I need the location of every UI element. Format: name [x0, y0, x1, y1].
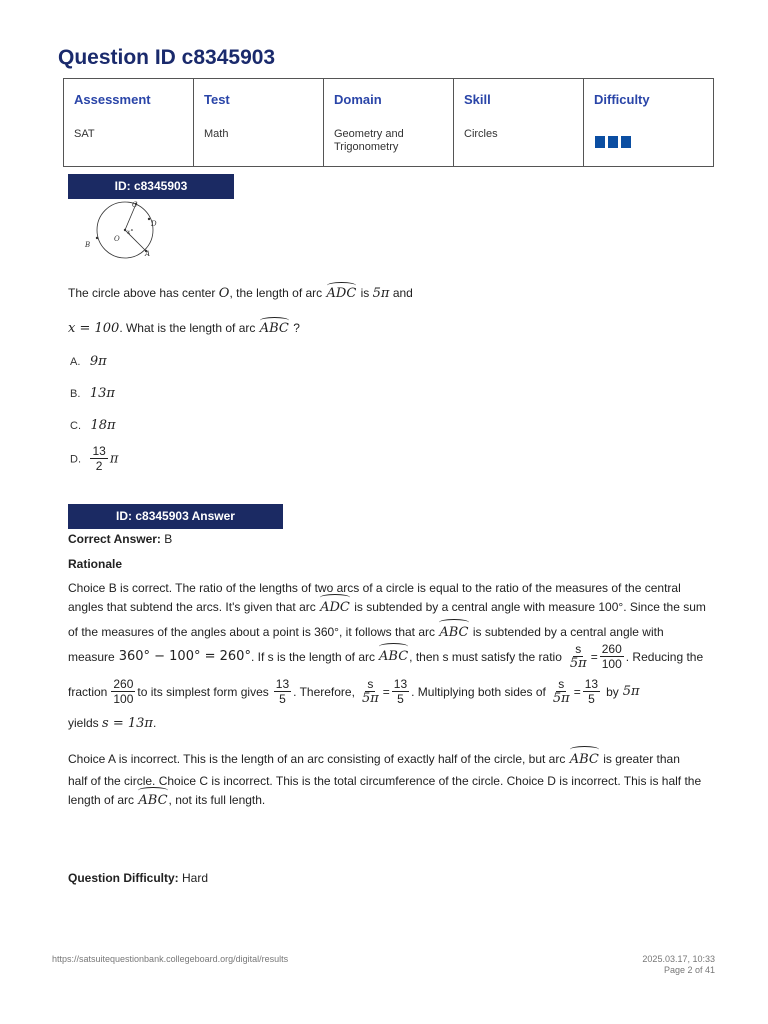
meta-value-test: Math: [204, 128, 229, 140]
equals-sign: =: [590, 649, 598, 664]
meta-header-test: Test: [204, 92, 230, 107]
meta-cell-test: [194, 79, 324, 166]
fraction-denominator: 5: [588, 692, 595, 706]
label-b: B: [85, 241, 91, 249]
footer-url: https://satsuitequestionbank.collegeboard.org/digital/results: [52, 954, 289, 964]
arc-abc: ABC: [259, 321, 289, 336]
answer-banner: ID: c8345903 Answer: [68, 504, 283, 529]
rationale-text: fraction: [68, 684, 108, 699]
center-point: [124, 229, 126, 231]
rationale-text: measure: [68, 649, 115, 664]
option-label: B.: [70, 388, 81, 400]
center-label: O: [218, 286, 230, 301]
arc-adc: ADC: [319, 598, 351, 618]
fraction-numerator: s: [575, 642, 582, 656]
difficulty-bar-1: [595, 136, 605, 148]
incorrect-line-1: [68, 749, 680, 770]
answer-option-b: [70, 384, 115, 402]
question-line-1: [68, 286, 413, 301]
correct-answer: [68, 532, 172, 546]
arc-abc: ABC: [137, 791, 168, 811]
rationale-text: .: [152, 716, 157, 730]
rationale-line-3: [68, 622, 664, 643]
footer-timestamp: 2025.03.17, 10:33: [642, 954, 715, 964]
fraction-13-5: [583, 677, 600, 706]
rationale-text: length of arc: [68, 793, 135, 807]
fraction-numerator: s: [558, 677, 565, 691]
rationale-text: to its simplest form gives: [137, 684, 269, 699]
rationale-text: , not its full length.: [168, 793, 266, 807]
point-b: [96, 237, 98, 239]
difficulty-value: Hard: [182, 871, 209, 885]
meta-header-domain: Domain: [334, 92, 382, 107]
option-label: D.: [70, 453, 81, 466]
angle-equation: x = 100: [68, 321, 120, 336]
meta-header-skill: Skill: [464, 92, 491, 107]
fraction-numerator: 13: [275, 677, 290, 691]
correct-answer-label: Correct Answer:: [68, 532, 161, 546]
option-fraction: [90, 444, 107, 473]
fraction-denominator: 100: [113, 692, 134, 706]
fraction-denominator: 5π: [552, 691, 570, 706]
rationale-line-2: [68, 597, 706, 618]
meta-cell-skill: [454, 79, 584, 166]
difficulty-bar-2: [608, 136, 618, 148]
fraction-denominator: 5π: [361, 691, 379, 706]
circle-figure: [82, 198, 172, 262]
rationale-line-4: [68, 642, 703, 671]
meta-value-assessment: SAT: [74, 128, 95, 140]
label-c: C: [132, 201, 138, 209]
fraction-13-5: [392, 677, 409, 706]
arc-abc: ABC: [569, 750, 600, 770]
answer-option-c: [70, 416, 116, 434]
question-line-2: [68, 321, 300, 336]
question-id-banner: ID: c8345903: [68, 174, 234, 199]
meta-cell-assessment: [64, 79, 194, 166]
rationale-text: Choice A is incorrect. This is the length of an arc consisting of exactly half of the circle, but arc: [68, 752, 566, 766]
page-title: Question ID c8345903: [58, 46, 276, 69]
question-text: and: [392, 286, 413, 300]
fraction-260-100: [111, 677, 135, 706]
rationale-text: is greater than: [603, 752, 680, 766]
answer-option-a: [70, 352, 107, 370]
rationale-text: yields: [68, 716, 99, 730]
answer-option-d: [70, 444, 118, 473]
option-value: 9π: [89, 354, 107, 369]
fraction-denominator: 5: [279, 692, 286, 706]
rationale-line-5: [68, 677, 640, 706]
arc-abc: ABC: [438, 623, 469, 643]
rationale-text: is subtended by a central angle with measure 100°. Since the sum: [354, 600, 706, 614]
difficulty-indicator: [595, 136, 631, 148]
incorrect-line-2: half of the circle. Choice C is incorrect. This is the total circumference of the circle. Choice D is incorrect. This is half the: [68, 774, 702, 788]
fraction-260-100: [600, 642, 624, 671]
arc-abc: ABC: [378, 647, 409, 667]
rationale-text: , then s must satisfy the ratio: [409, 649, 562, 664]
fraction-denominator: 5π: [569, 656, 587, 671]
option-value: 18π: [90, 418, 116, 433]
correct-answer-value: B: [164, 532, 173, 546]
label-o: O: [114, 235, 120, 243]
equals-sign: =: [382, 684, 390, 699]
meta-header-difficulty: Difficulty: [594, 92, 650, 107]
label-d: D: [151, 220, 157, 228]
label-x: x°: [127, 229, 134, 236]
fraction-numerator: 13: [393, 677, 408, 691]
rationale-line-6: [68, 713, 156, 734]
fraction-s-5pi: [551, 677, 572, 706]
fraction-numerator: 13: [584, 677, 599, 691]
rationale-text: . Multiplying both sides of: [411, 684, 546, 699]
rationale-line-1: Choice B is correct. The ratio of the lengths of two arcs of a circle is equal to the ratio of the measures of the central: [68, 581, 681, 595]
fraction-denominator: 100: [601, 657, 622, 671]
question-meta-table: [63, 78, 714, 167]
rationale-text: . If s is the length of arc: [250, 649, 376, 664]
fraction-denominator: 2: [95, 459, 103, 473]
meta-value-domain: Geometry and Trigonometry: [334, 128, 404, 153]
rationale-text: angles that subtend the arcs. It's given that arc: [68, 600, 316, 614]
fraction-numerator: s: [367, 677, 374, 691]
rationale-text: of the measures of the angles about a point is 360°, it follows that arc: [68, 625, 436, 639]
meta-value-skill: Circles: [464, 128, 498, 140]
arc-length-value: 5π: [372, 286, 390, 301]
question-text: , the length of arc: [229, 286, 323, 300]
fraction-s-5pi: [568, 642, 589, 671]
rationale-text: . Therefore,: [293, 684, 355, 699]
rationale-text: by: [606, 684, 619, 699]
option-label: C.: [70, 420, 81, 432]
rationale-text: . Reducing the: [625, 649, 704, 664]
question-text: is: [360, 286, 370, 300]
result-equation: s = 13π: [102, 716, 153, 731]
option-value: 13π: [89, 386, 115, 401]
fraction-numerator: 260: [113, 677, 134, 691]
question-text: ?: [293, 321, 300, 335]
angle-equation: 360° − 100° = 260°: [118, 648, 251, 664]
fraction-numerator: 260: [601, 642, 622, 656]
meta-cell-domain: [324, 79, 454, 166]
option-suffix: π: [109, 451, 119, 467]
arc-adc: ADC: [326, 286, 357, 301]
question-difficulty: [68, 871, 208, 885]
meta-cell-difficulty: [584, 79, 713, 166]
question-text: . What is the length of arc: [119, 321, 256, 335]
multiplier-value: 5π: [622, 683, 640, 699]
option-label: A.: [70, 356, 81, 368]
label-a: A: [145, 250, 151, 258]
equals-sign: =: [573, 684, 581, 699]
rationale-heading: Rationale: [68, 557, 123, 571]
fraction-numerator: 13: [92, 444, 106, 458]
fraction-s-5pi: [360, 677, 381, 706]
fraction-denominator: 5: [397, 692, 404, 706]
footer-page-number: Page 2 of 41: [663, 965, 715, 975]
rationale-text: is subtended by a central angle with: [472, 625, 664, 639]
fraction-13-5: [274, 677, 291, 706]
meta-header-assessment: Assessment: [74, 92, 151, 107]
difficulty-label: Question Difficulty:: [68, 871, 179, 885]
point-d: [148, 218, 150, 220]
question-text: The circle above has center: [68, 286, 216, 300]
difficulty-bar-3: [621, 136, 631, 148]
incorrect-line-3: [68, 790, 265, 811]
